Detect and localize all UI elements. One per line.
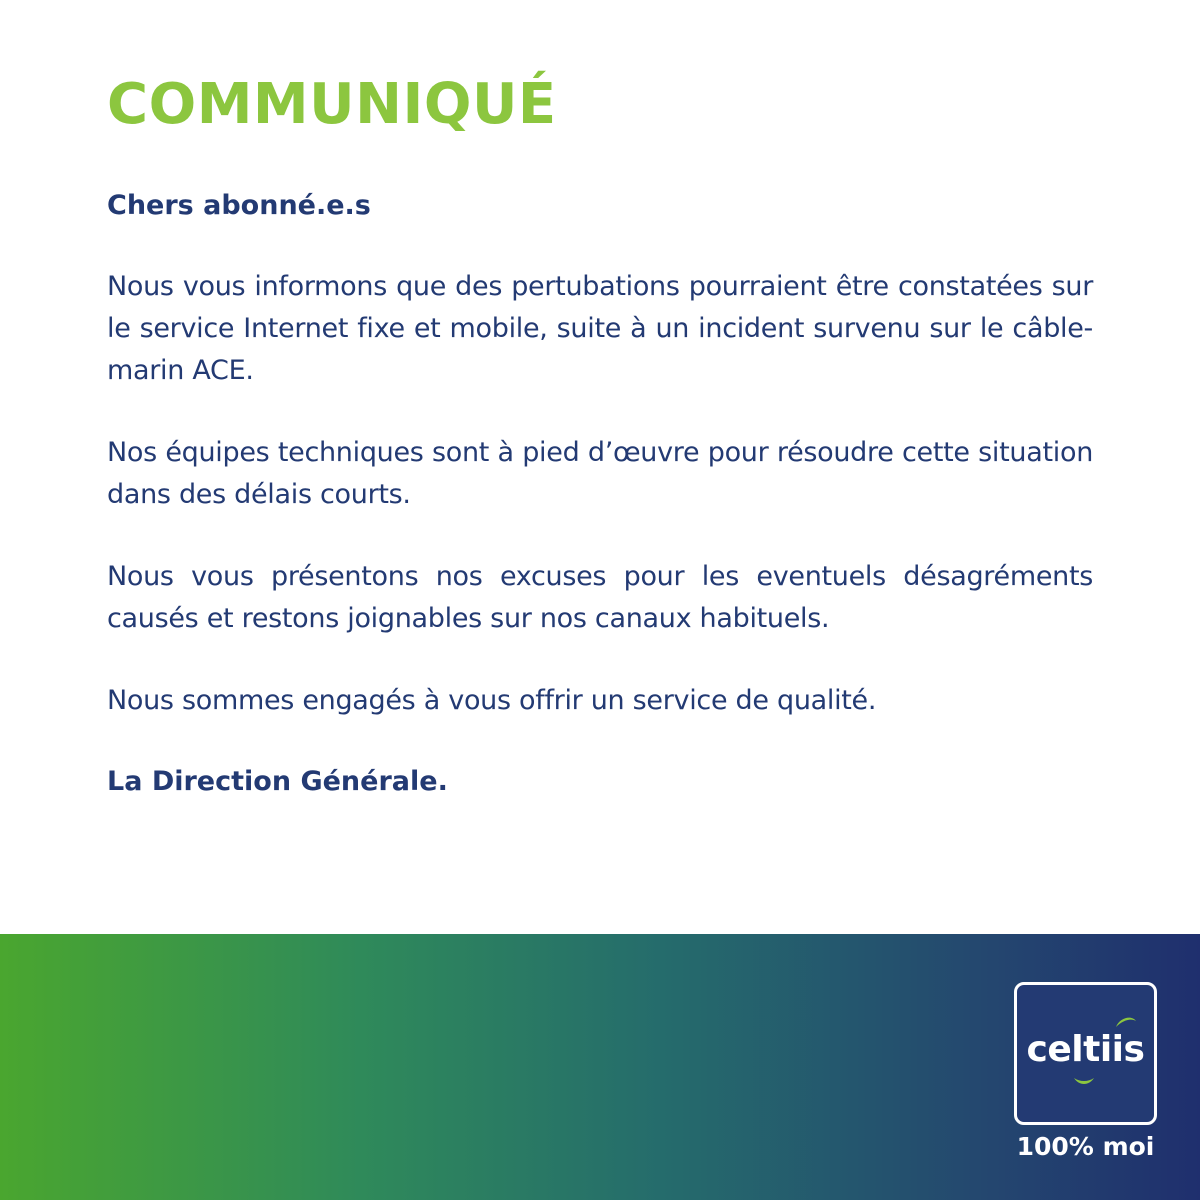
logo-accent-icon [1073, 1076, 1095, 1086]
signature: La Direction Générale. [107, 766, 448, 797]
brand-tagline: 100% moi [1016, 1132, 1155, 1161]
paragraph-apology: Nous vous présentons nos excuses pour les eventuels désagréments causés et restons joignables sur nos canaux habituels. [107, 561, 1093, 634]
page-title: COMMUNIQUÉ [107, 72, 557, 137]
logo-swoosh-icon [1114, 1015, 1138, 1029]
paragraph-commitment: Nous sommes engagés à vous offrir un service de qualité. [107, 685, 877, 716]
celtiis-logo [1014, 982, 1157, 1125]
communique-content [107, 62, 1093, 802]
paragraph-disruption-notice: Nous vous informons que des pertubations pourraient être constatées sur le service Internet fixe et mobile, suite à un incident survenu sur le câble-marin ACE. [107, 271, 1093, 386]
logo-wordmark: celtiis [1026, 1029, 1145, 1070]
salutation: Chers abonné.e.s [107, 190, 371, 221]
paragraph-technical-teams: Nos équipes techniques sont à pied d’œuvre pour résoudre cette situation dans des délais courts. [107, 437, 1093, 510]
